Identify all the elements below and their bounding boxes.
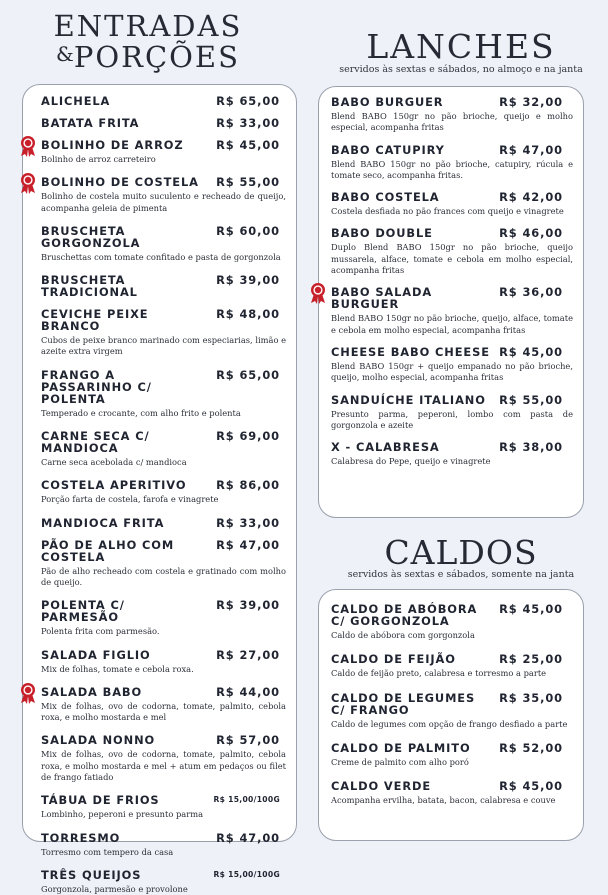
menu-item-price: R$ 47,00 [216,830,280,845]
menu-item [41,479,288,505]
caldos-menu-panel [318,589,584,841]
menu-item [41,176,288,214]
menu-item-price: R$ 25,00 [499,652,563,667]
menu-item-description: Pão de alho recheado com costela e gratinado com molho de queijo. [41,565,286,587]
lanches-subtitle: servidos às sextas e sábados, no almoço e na janta [339,64,583,75]
menu-item-price: R$ 27,00 [216,647,280,662]
menu-item-description: Mix de folhas, ovo de codorna, tomate, palmito, cebola roxa, e molho mostarda e mel + atum em pedaços ou filet de frango fatiado [41,749,286,783]
menu-item [41,649,288,675]
menu-item-name: MANDIOCA FRITA [41,515,165,530]
menu-item-name: CEVICHE PEIXE BRANCO [41,307,149,334]
menu-item-price: R$ 39,00 [216,598,280,613]
menu-item [41,539,288,589]
menu-item-name: FRANGO A PASSARINHO C/ POLENTA [41,367,152,406]
menu-item-description: Costela desfiada no pão frances com queijo e vinagrete [331,206,564,217]
menu-item-price: R$ 35,00 [499,690,563,705]
entradas-title [22,9,274,74]
entradas-title-ampersand: & [56,42,74,66]
menu-item-price: R$ 47,00 [499,142,563,157]
menu-item-description: Gorgonzola, parmesão e provolone [41,883,188,894]
menu-item [331,227,575,276]
menu-item [331,603,575,641]
menu-item [41,117,288,129]
menu-item-price: R$ 69,00 [216,429,280,444]
menu-item-price: R$ 57,00 [216,733,280,748]
menu-item-name: SALADA NONNO [41,733,156,748]
menu-item-description: Mix de folhas, ovo de codorna, tomate, palmito, cebola roxa, e molho mostarda e mel [41,700,286,723]
menu-item [41,794,288,820]
menu-item-name: POLENTA C/ PARMESÃO [41,598,125,625]
menu-item-name: COSTELA APERITIVO [41,478,187,493]
menu-item-price: R$ 86,00 [216,478,280,493]
caldos-title: CALDOS [384,533,538,572]
menu-item [41,369,288,419]
menu-item-name: BOLINHO DE ARROZ [41,138,184,152]
menu-item-name: ALICHELA [41,94,111,108]
menu-item-name: BABO COSTELA [331,190,440,205]
menu-item-price: R$ 60,00 [216,223,280,238]
menu-item-price: R$ 45,00 [499,344,563,359]
menu-item-name: BRUSCHETA GORGONZOLA [41,223,141,250]
menu-item-name: CALDO DE ABÓBORA C/ GORGONZOLA [331,602,478,628]
menu-item-price: R$ 15,00/100G [213,795,280,805]
menu-item-name: PÃO DE ALHO COM COSTELA [41,537,175,564]
menu-item-price: R$ 32,00 [499,95,563,109]
menu-item-description: Bolinho de costela muito suculento e recheado de queijo, acompanha geleia de pimenta [41,191,286,213]
menu-item-description: Blend BABO 150gr + queijo empanado no pão brioche, queijo, molho especial, acompanha fritas [331,360,573,383]
menu-item [41,869,288,895]
menu-item [331,144,575,182]
menu-item-description: Calabresa do Pepe, queijo e vinagrete [331,456,491,467]
menu-item [41,686,288,724]
menu-item [41,225,288,263]
menu-item-description: Torresmo com tempero da casa [41,846,174,857]
menu-item-price: R$ 48,00 [216,307,280,322]
menu-item-price: R$ 52,00 [499,740,563,755]
menu-item-name: SALADA BABO [41,684,143,699]
menu-item-description: Presunto parma, peperoni, lombo com pasta de gorgonzola e azeite [331,408,573,430]
menu-item-name: BABO DOUBLE [331,226,433,241]
menu-item-description: Caldo de abóbora com gorgonzola [331,630,475,640]
menu-item [41,734,288,783]
menu-item-name: BOLINHO DE COSTELA [41,175,199,190]
menu-item-price: R$ 45,00 [216,138,280,152]
menu-item-name: SANDUÍCHE ITALIANO [331,392,486,407]
menu-item [331,742,575,768]
menu-item-description: Creme de palmito com alho poró [331,756,469,767]
lanches-menu-panel [318,86,584,518]
award-ribbon-icon [18,682,38,704]
menu-item-description: Blend BABO 150gr no pão brioche, queijo e molho especial, acompanha fritas [331,111,573,133]
menu-item-description: Porção farta de costela, farofa e vinagrete [41,494,219,505]
menu-item-name: CALDO DE PALMITO [331,740,471,755]
menu-item [331,692,575,730]
menu-item-price: R$ 33,00 [216,515,280,530]
menu-item-name: TORRESMO [41,830,121,845]
menu-item-description: Cubos de peixe branco marinado com especiarias, limão e azeite extra virgem [41,335,286,357]
menu-item [41,832,288,858]
menu-item-description: Mix de folhas, tomate e cebola roxa. [41,663,194,674]
entradas-title-line2: PORÇÕES [73,40,240,74]
menu-item-name: BRUSCHETA TRADICIONAL [41,273,138,300]
menu-item-name: BATATA FRITA [41,116,140,130]
menu-item-price: R$ 45,00 [499,602,563,616]
menu-item-description: Blend BABO 150gr no pão brioche, queijo, alface, tomate e cebola em molho especial, acompanha fritas [331,313,573,335]
menu-item-price: R$ 65,00 [216,367,280,382]
award-ribbon-icon [308,282,328,304]
menu-item-description: Bruschettas com tomate confitado e pasta de gorgonzola [41,251,281,262]
menu-item [41,517,288,529]
menu-item-price: R$ 39,00 [216,273,280,288]
menu-item [331,394,575,432]
menu-item-price: R$ 36,00 [499,285,563,300]
menu-item-price: R$ 46,00 [499,226,563,241]
menu-item-price: R$ 55,00 [216,175,280,190]
menu-item-description: Caldo de feijão preto, calabresa e torresmo a parte [331,668,547,679]
menu-item-price: R$ 55,00 [499,392,563,407]
menu-item [41,95,288,107]
menu-item-name: CALDO VERDE [331,779,432,794]
menu-item-description: Polenta frita com parmesão. [41,626,160,637]
menu-item-name: CALDO DE LEGUMES C/ FRANGO [331,690,476,717]
menu-item [41,308,288,358]
lanches-title: LANCHES [366,27,556,66]
menu-item-price: R$ 33,00 [216,116,280,130]
menu-item-description: Temperado e crocante, com alho frito e polenta [41,407,241,418]
menu-item-price: R$ 38,00 [499,440,563,455]
menu-item [41,599,288,637]
menu-item-name: SALADA FIGLIO [41,647,151,662]
award-ribbon-icon [18,172,38,194]
menu-item-price: R$ 47,00 [216,537,280,552]
menu-item-description: Carne seca acebolada c/ mandioca [41,457,187,468]
menu-item-description: Lombinho, peperoni e presunto parma [41,809,204,820]
menu-item-name: CALDO DE FEIJÃO [331,652,456,667]
menu-item-name: TRÊS QUEIJOS [41,867,142,882]
menu-item [331,286,575,336]
menu-item [331,346,575,384]
menu-item [331,653,575,679]
menu-item [331,780,575,806]
menu-item [41,139,288,165]
menu-item-description: Bolinho de arroz carreteiro [41,154,156,164]
entradas-title-line1: ENTRADAS [53,9,243,43]
menu-item [331,441,575,467]
menu-item-description: Blend BABO 150gr no pão brioche, catupiry, rúcula e tomate seco, acompanha fritas. [331,158,573,180]
menu-item-price: R$ 42,00 [499,190,563,205]
menu-item-price: R$ 15,00/100G [213,869,280,879]
caldos-subtitle: servidos às sextas e sábados, somente na janta [347,569,575,580]
menu-item-name: TÁBUA DE FRIOS [41,793,160,808]
menu-item [331,191,575,217]
menu-item-description: Acompanha ervilha, batata, bacon, calabresa e couve [331,795,556,806]
menu-item-name: CHEESE BABO CHEESE [331,344,490,359]
menu-item [41,274,288,298]
menu-item-name: CARNE SECA C/ MANDIOCA [41,429,150,456]
menu-item-name: BABO BURGUER [331,95,444,109]
menu-item-name: X - CALABRESA [331,440,440,455]
menu-item-price: R$ 65,00 [216,94,280,108]
menu-item-name: BABO SALADA BURGUER [331,285,433,312]
entradas-menu-panel [22,84,297,894]
menu-item-name: BABO CATUPIRY [331,142,445,157]
menu-item-price: R$ 44,00 [216,684,280,699]
menu-item [331,96,575,134]
menu-item-price: R$ 45,00 [499,779,563,794]
menu-item-description: Duplo Blend BABO 150gr no pão brioche, queijo mussarela, alface, tomate e cebola em molho especial, acompanha fritas [331,242,573,276]
menu-item [41,430,288,468]
menu-item-description: Caldo de legumes com opção de frango desfiado a parte [331,718,568,729]
award-ribbon-icon [18,135,38,157]
